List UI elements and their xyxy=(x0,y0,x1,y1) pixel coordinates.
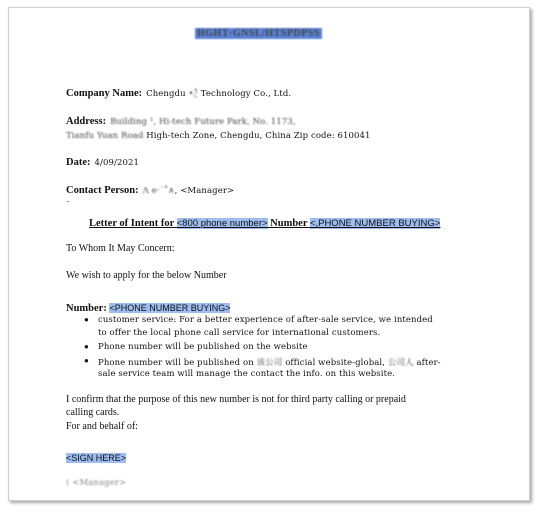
bullet-3-text-a: Phone number will be published on xyxy=(98,358,257,368)
sign-here-placeholder xyxy=(66,448,126,466)
company-name-prefix: Chengdu xyxy=(146,89,189,99)
intro-text: We wish to apply for the below Number xyxy=(66,270,227,281)
company-name-suffix: Technology Co., Ltd. xyxy=(200,89,292,99)
number-value: <PHONE NUMBER BUYING> xyxy=(109,303,231,313)
contact-name: Ʌ e·˙˚∧ xyxy=(142,186,175,196)
contact-role: , <Manager> xyxy=(174,186,235,196)
date-label: Date: xyxy=(66,157,91,168)
footer-redacted: ( <Manager> xyxy=(66,478,127,488)
contact-dot: . xyxy=(67,194,70,204)
bullet-dot-2: ● xyxy=(84,342,89,351)
bullet-3-line-2: sale service team will manage the contact the info. on this website. xyxy=(98,369,396,379)
number-label: Number: xyxy=(66,303,110,314)
bullet-3-redacted-1: 该公司 xyxy=(256,358,283,368)
company-name-row xyxy=(66,83,291,101)
bullet-2-text: Phone number will be published on the website xyxy=(98,342,308,352)
bullet-1-line-1: customer service: For a better experience of after-sale service, we intended xyxy=(98,315,433,325)
bullet-dot-3: ● xyxy=(84,356,89,365)
date-row xyxy=(66,152,139,170)
contact-label: Contact Person: xyxy=(66,185,139,196)
date-value: 4/09/2021 xyxy=(94,158,139,168)
letter-title-highlight-1: <800 phone number> xyxy=(176,218,268,229)
behalf-text: For and behalf of: xyxy=(66,421,138,432)
letter-title-mid: Number xyxy=(267,218,310,229)
bullet-3-redacted-2: 公司人 xyxy=(387,358,414,368)
address-line2-row xyxy=(66,125,371,143)
contact-row xyxy=(66,180,234,198)
number-row xyxy=(66,298,230,316)
company-name-label: Company Name: xyxy=(66,88,143,99)
bullet-3-text-b: official website-global, xyxy=(282,358,388,368)
bullet-3-line-1 xyxy=(98,356,441,368)
company-name-redacted: •˚̷̱ xyxy=(188,89,201,99)
address-label: Address: xyxy=(66,116,107,127)
confirm-line-1: I confirm that the purpose of this new number is not for third party calling or prepaid xyxy=(66,394,406,405)
greeting: To Whom It May Concern: xyxy=(66,243,175,254)
bullet-3-text-c: after- xyxy=(413,358,441,368)
letter-title xyxy=(89,218,440,229)
document-page xyxy=(8,7,530,501)
document-header-title: HGHT·GNSL/HTSPDPSS xyxy=(197,28,320,39)
confirm-line-2: calling cards. xyxy=(66,407,120,418)
sign-here-text: <SIGN HERE> xyxy=(66,453,127,463)
bullet-dot-1: ● xyxy=(84,315,89,324)
address-line2-suffix: High-tech Zone, Chengdu, China Zip code: 610041 xyxy=(143,131,371,141)
bullet-1-line-2: to offer the local phone call service for international customers. xyxy=(98,328,381,338)
letter-title-highlight-2: <,PHONE NUMBER BUYING> xyxy=(309,218,441,229)
address-line2-redacted: Tianfu Yuan Road xyxy=(66,131,144,141)
address-line1: Building ¹, Hi-tech Future Park, No. 1173, xyxy=(110,117,296,127)
letter-title-prefix: Letter of Intent for xyxy=(89,218,177,229)
